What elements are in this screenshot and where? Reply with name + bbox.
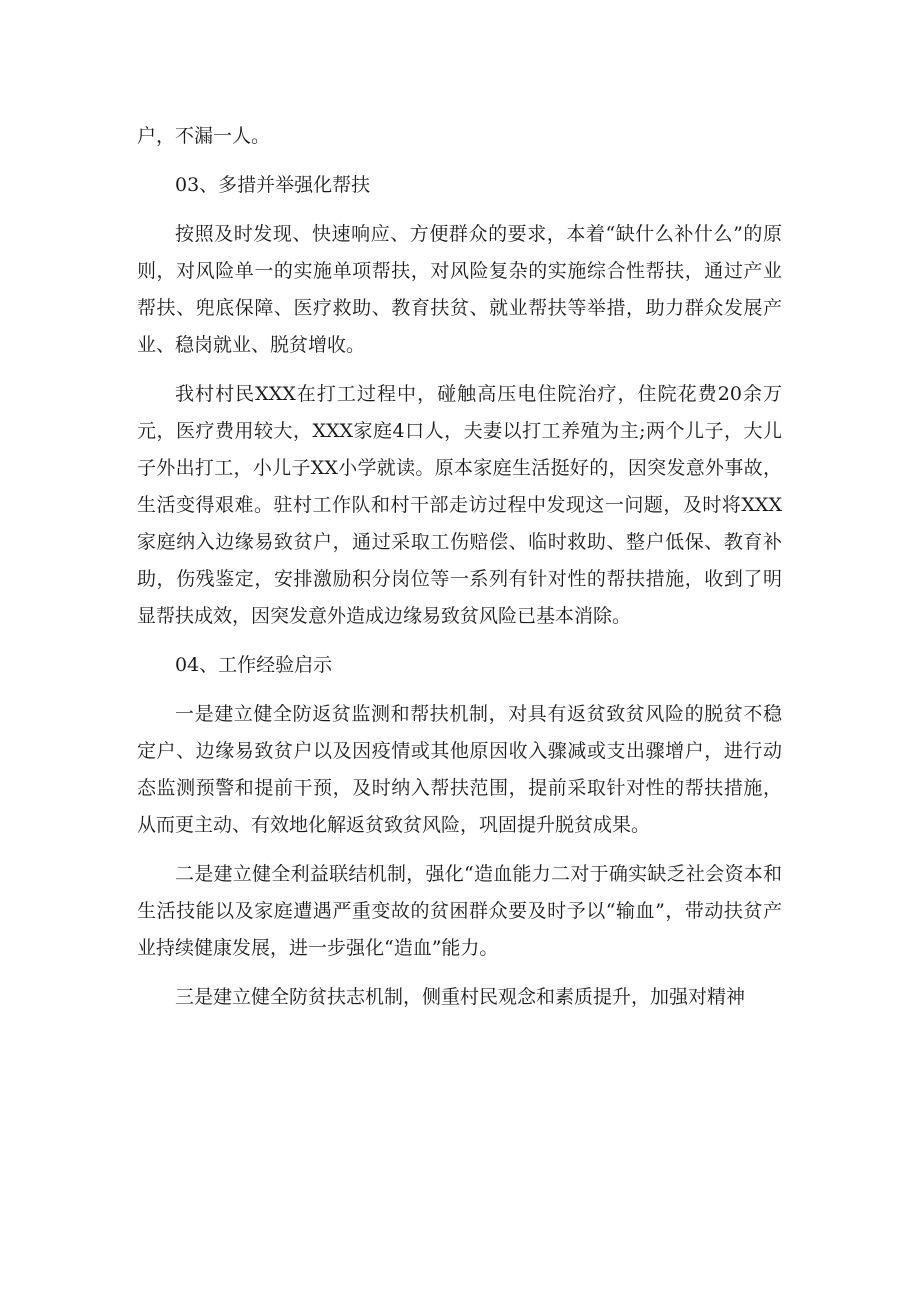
- paragraph-villager-case: 我村村民XXX在打工过程中，碰触高压电住院治疗，住院花费20余万元，医疗费用较大，XXX家庭4口人，夫妻以打工养殖为主;两个儿子，大儿子外出打工，小儿子XX小学就读。原本家庭生活挺好的，因突发意外事故，生活变得艰难。驻村工作队和村干部走访过程中发现这一问题，及时将XXX家庭纳入边缘易致贫户，通过采取工伤赔偿、临时救助、整户低保、教育补助，伤残鉴定，安排激励积分岗位等一系列有针对性的帮扶措施，收到了明显帮扶成效，因突发意外造成边缘易致贫风险已基本消除。: [137, 383, 782, 627]
- document-body: [137, 118, 782, 1028]
- paragraph-continuation: 户，不漏一人。: [137, 125, 271, 147]
- paragraph-lesson-two: 二是建立健全利益联结机制，强化“造血能力二对于确实缺乏社会资本和生活技能以及家庭遭遇严重变故的贫困群众要及时予以“输血”，带动扶贫产业持续健康发展，进一步强化“造血”能力。: [137, 863, 782, 959]
- paragraph-lesson-three: 三是建立健全防贫扶志机制，侧重村民观念和素质提升，加强对精神: [175, 986, 746, 1008]
- paragraph-lesson-one: 一是建立健全防返贫监测和帮扶机制，对具有返贫致贫风险的脱贫不稳定户、边缘易致贫户以及因疫情或其他原因收入骤减或支出骤增户，进行动态监测预警和提前干预，及时纳入帮扶范围，提前采取针对性的帮扶措施，从而更主动、有效地化解返贫致贫风险，巩固提升脱贫成果。: [137, 703, 782, 836]
- section-heading-03: 03、多措并举强化帮扶: [175, 174, 371, 196]
- section-heading-04: 04、工作经验启示: [175, 654, 333, 676]
- paragraph-assistance-measures: 按照及时发现、快速响应、方便群众的要求，本着“缺什么补什么”的原则，对风险单一的实施单项帮扶，对风险复杂的实施综合性帮扶，通过产业帮扶、兜底保障、医疗救助、教育扶贫、就业帮扶等举措，助力群众发展产业、稳岗就业、脱贫增收。: [137, 223, 782, 356]
